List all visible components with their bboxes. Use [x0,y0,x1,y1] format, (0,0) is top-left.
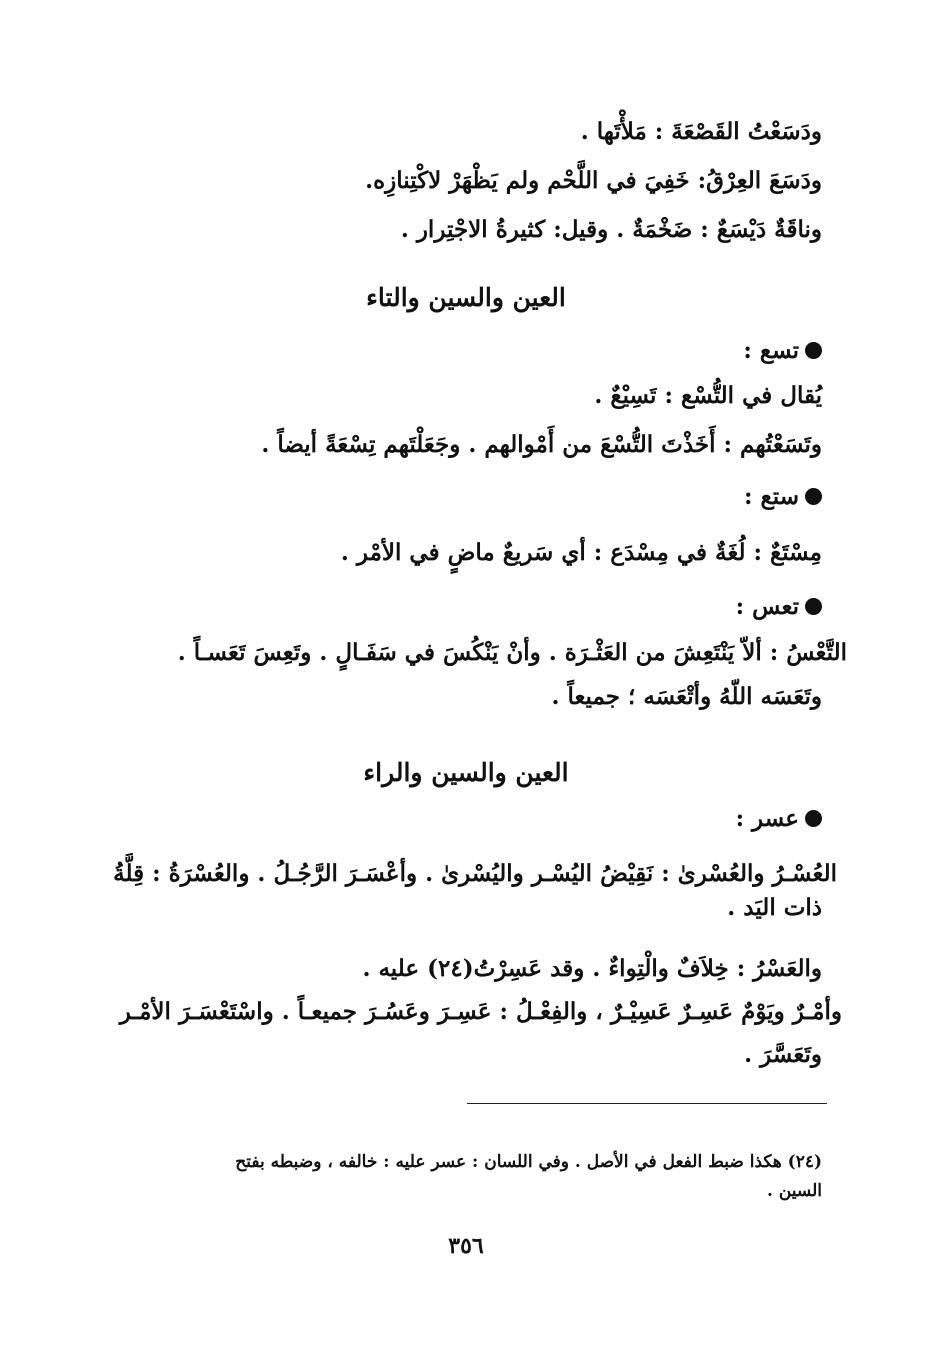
footnote-line-2: السين . [767,1181,822,1201]
entry-head-label: تسع : [743,337,799,364]
entry-line: وتَسَعْتُهم : أَخَذْتَ التُّسْعَ من أَمْوالهم . وجَعَلْتَهم تِسْعَةً أيضاً . [261,431,822,458]
text-line-2: ودَسَعَ العِرْقُ: خَفِيَ في اللَّحْم ولم يَظْهَرْ لاكْتِنازِه. [365,167,822,194]
bullet-icon [805,598,822,615]
entry-line: وأمْـرٌ ويَوْمٌ عَسِـرٌ عَسِيْـرٌ ، والفِعْـلُ : عَسِـرَ وعَسُـرَ جميعـاً . واسْتَعْسَـرَ الأمْـر [119,998,842,1025]
entry-head-label: ستع : [744,483,799,510]
entry-head-asara [736,802,822,836]
section-heading-1: العين والسين والتاء [366,283,566,312]
page-number: ٣٥٦ [448,1233,484,1259]
entry-line: وتَعَسَّرَ . [744,1041,822,1068]
text-line-3: وناقَةٌ دَيْسَعٌ : ضَخْمَةٌ . وقيل: كثيرةُ الاجْتِرار . [400,216,822,243]
bullet-icon [805,810,822,827]
entry-head-label: تعس : [735,593,799,620]
entry-head-taas [736,590,822,624]
bullet-icon [805,342,822,359]
text-line-1: ودَسَعْتُ القَصْعَةَ : مَلأْتَها . [580,118,822,145]
section-heading-2: العين والسين والراء [363,758,569,787]
entry-head-sata [744,480,822,514]
entry-line: ذات اليَد . [727,894,822,921]
bullet-icon [805,488,822,505]
footnote-separator [467,1103,827,1104]
entry-line: والعَسْرُ : خِلاَفٌ والْتِواءٌ . وقد عَسِرْتُ(٢٤) عليه . [362,955,822,982]
entry-line: العُسْـرُ والعُسْرىٰ : نَقِيْضُ اليُسْـر واليُسْرىٰ . وأعْسَـرَ الرَّجُـلُ . والعُسْرَةُ : قِلَّةُ [113,860,837,887]
entry-line: التَّعْسُ : ألاّ يَنْتَعِشَ من العَثْـرَة . وأنْ يَنْكُسَ في سَفَـالٍ . وتَعِسَ تَعَسـاً . [177,639,847,666]
entry-line: مِسْتَعٌ : لُغَةٌ في مِسْدَع : أي سَريعٌ ماضٍ في الأمْر . [340,539,822,566]
entry-head-tasa [743,334,822,368]
footnote-line-1: (٢٤) هكذا ضبط الفعل في الأصل . وفي اللسان : عسر عليه : خالفه ، وضبطه بفتح [235,1152,822,1172]
entry-line: يُقال في التُّسْع : تَسِيْعٌ . [594,382,822,409]
entry-line: وتَعَسَه اللّهُ وأتْعَسَه ؛ جميعاً . [551,683,822,710]
entry-head-label: عسر : [735,805,799,832]
